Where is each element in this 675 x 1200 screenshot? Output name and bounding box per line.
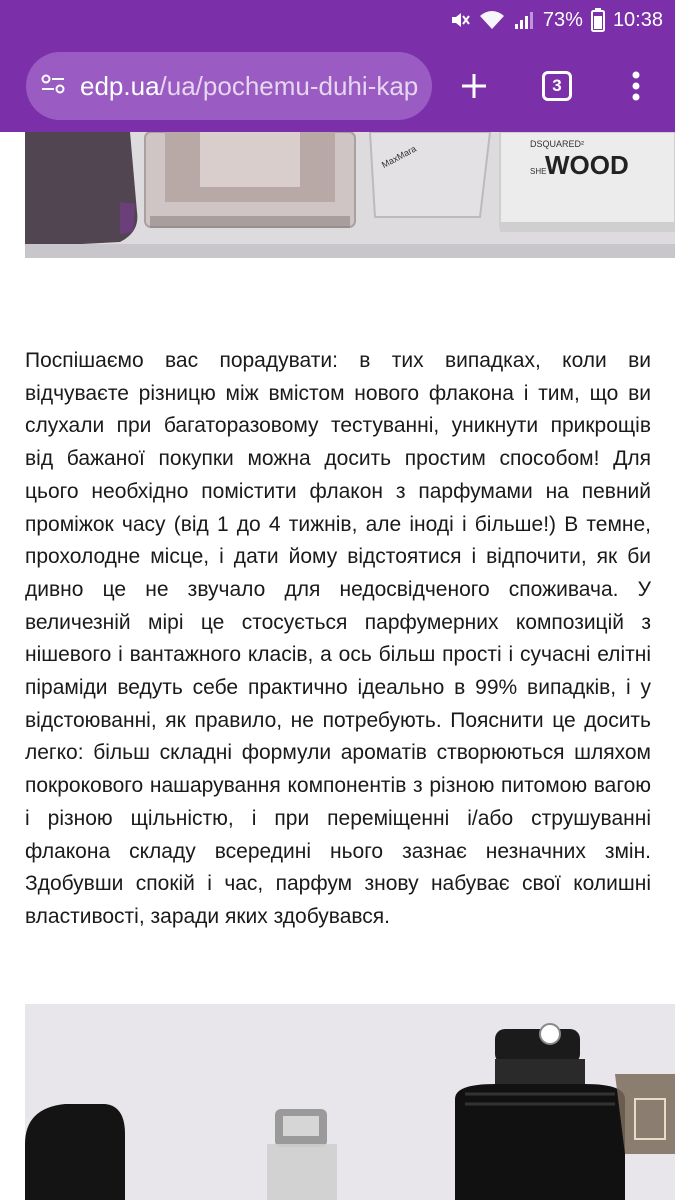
tab-count: 3 [542, 71, 572, 101]
tab-switcher-button[interactable] [527, 52, 587, 120]
status-bar [0, 0, 675, 40]
plus-icon [459, 71, 489, 101]
clock: 10:38 [612, 8, 663, 31]
battery-percent: 73% [542, 8, 583, 31]
brand-label: DSQUARED² [530, 139, 585, 149]
article-image-bottom [25, 1004, 675, 1200]
article-paragraph: Поспішаємо вас порадувати: в тих випадках, коли ви відчуваєте різницю між вмістом нового флакона і тим, що ви слухали при багаторазовому тестуванні, уникнути прикрощів від бажаної покупки можна досить простим способом! Для цього необхідно помістити флакон з парфумами на певний проміжок часу (від 1 до 4 тижнів, але іноді і більше!) В темне, прохолодне місце, і дати йому відстоятися і відпочити, як би дивно це не звучало для недосвідченого споживача. У величезній мірі це стосується парфумерних композицій з нішевого і вантажного класів, а ось більш прості і сучасні елітні піраміди ведуть себе практично ідеально в 99% випадків, і у відстоюванні, як правило, не потребують. Пояснити це досить легко: більш складні формули ароматів створюються шляхом покрокового нашарування компонентів з різною питомою вагою і різною щільністю, і при переміщенні і/або струшуванні флакона складу всередині нього зазнає незначних змін. Здобувши спокій і час, парфум знову набуває свої колишні властивості, заради яких здобувався. [25, 349, 651, 928]
new-tab-button[interactable] [444, 52, 504, 120]
url-host: edp.ua [80, 70, 160, 101]
wifi-icon [479, 9, 505, 31]
bottle-side-text: MaxMara [380, 143, 418, 171]
site-settings-icon[interactable] [40, 73, 66, 100]
menu-button[interactable] [606, 52, 666, 120]
product-label-small: SHE [530, 167, 547, 176]
url-text[interactable] [80, 71, 418, 102]
product-label-big: WOOD [545, 150, 629, 180]
address-bar[interactable] [26, 52, 432, 120]
battery-icon [591, 8, 605, 32]
perfume-caps-illustration [25, 1004, 675, 1200]
article-image-top [25, 132, 675, 258]
mute-icon [449, 9, 471, 31]
more-vert-icon [631, 70, 641, 102]
url-path: /ua/pochemu-duhi-kap [159, 70, 419, 101]
perfume-bottles-illustration [25, 132, 675, 258]
browser-toolbar [0, 0, 675, 132]
signal-icon [513, 9, 535, 31]
